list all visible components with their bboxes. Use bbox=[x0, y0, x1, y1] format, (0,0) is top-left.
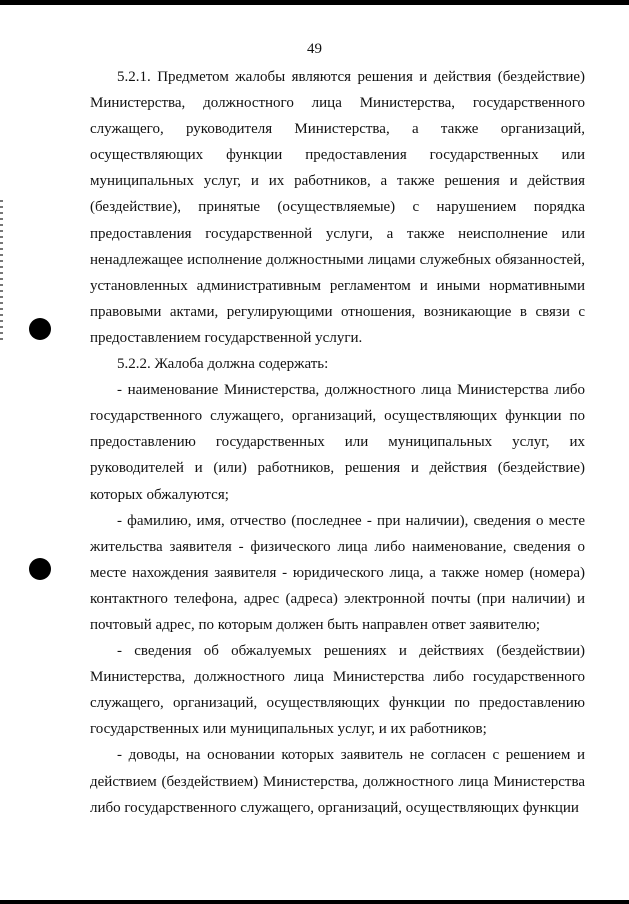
paragraph-5-2-1: 5.2.1. Предметом жалобы являются решения и действия (бездействие) Министерства, должностного лица Министерства, государственного служащего, руководителя Министерства, а также организаций, осуществляющих функции предоставления государственных или муниципальных услуг, и их работников, а также решения и действия (бездействие), принятые (осуществляемые) с нарушением порядка предоставления государственной услуги, а также неисполнение или ненадлежащее исполнение должностными лицами служебных обязанностей, установленных административным регламентом и иными нормативными правовыми актами, регулирующими отношения, возникающие в связи с предоставлением государственной услуги. bbox=[90, 69, 585, 346]
punch-hole bbox=[29, 318, 51, 340]
list-item-applicant: - фамилию, имя, отчество (последнее - при наличии), сведения о месте жительства заявителя - физического лица либо наименование, сведения о месте нахождения заявителя - юридического лица, а также номер (номера) контактного телефона, адрес (адреса) электронной почты (при наличии) и почтовый адрес, по которым должен быть направлен ответ заявителю; bbox=[90, 512, 585, 633]
page-number: 49 bbox=[307, 41, 322, 57]
document-body bbox=[90, 64, 585, 821]
list-item-decisions: - сведения об обжалуемых решениях и действиях (бездействии) Министерства, должностного лица Министерства либо государственного служащего, организаций, осуществляющих функции по предоставлению государственных или муниципальных услуг, и их работников; bbox=[90, 643, 585, 738]
scan-binding-mark bbox=[0, 200, 3, 340]
scan-bottom-border bbox=[0, 900, 629, 904]
paragraph-5-2-2: 5.2.2. Жалоба должна содержать: bbox=[117, 356, 329, 373]
punch-hole bbox=[29, 558, 51, 580]
scan-top-border bbox=[0, 0, 629, 5]
list-item-arguments: - доводы, на основании которых заявитель не согласен с решением и действием (бездействием) Министерства, должностного лица Министерства либо государственного служащего, организаций, осуществляющих функции bbox=[90, 747, 585, 816]
list-item-name: - наименование Министерства, должностного лица Министерства либо государственного служащего, организаций, осуществляющих функции по предоставлению государственных или муниципальных услуг, их руководителей и (или) работников, решения и действия (бездействие) которых обжалуются; bbox=[90, 382, 585, 503]
